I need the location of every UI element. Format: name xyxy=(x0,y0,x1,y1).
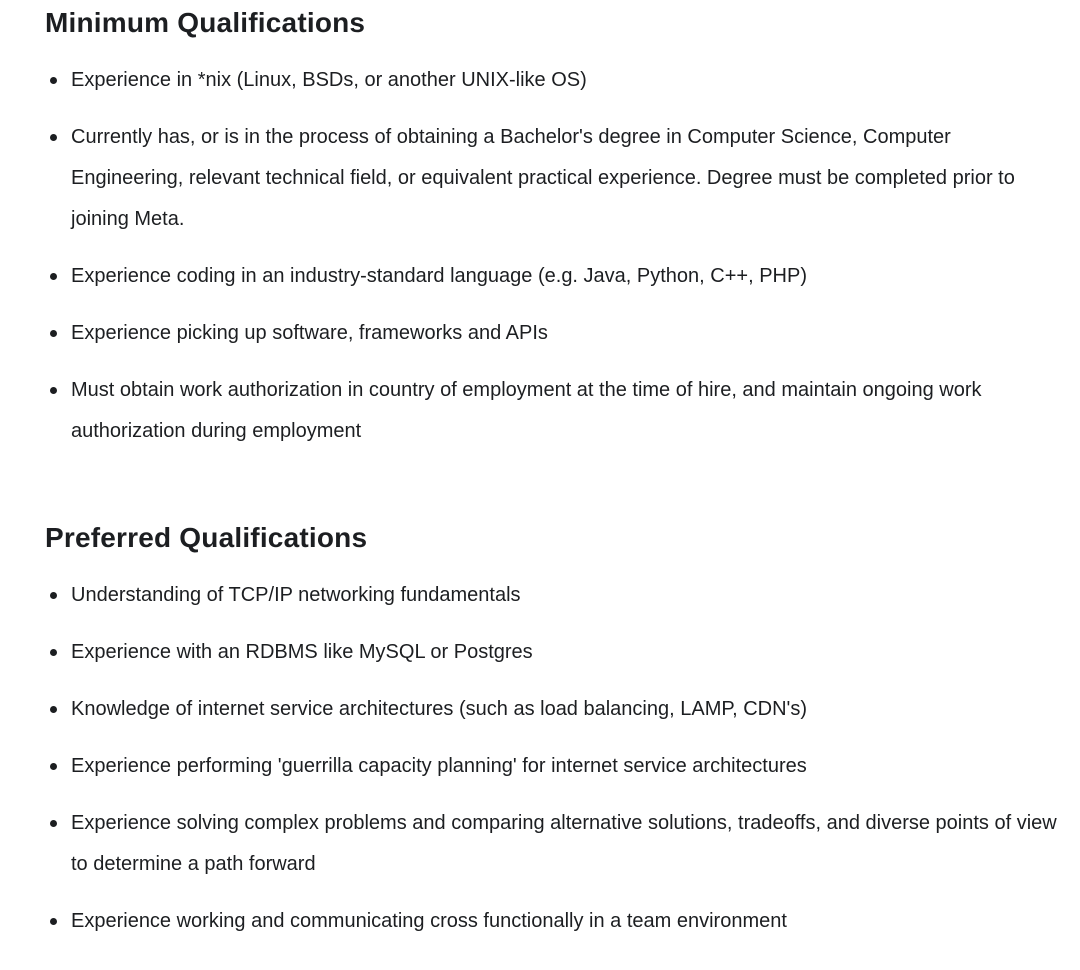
minimum-qualifications-heading: Minimum Qualifications xyxy=(45,7,366,38)
list-item xyxy=(45,575,1065,616)
bullet-icon xyxy=(50,592,57,599)
list-item xyxy=(45,746,1065,787)
list-item-text: Experience coding in an industry-standard language (e.g. Java, Python, C++, PHP) xyxy=(71,265,807,287)
list-item xyxy=(45,632,1065,673)
bullet-icon xyxy=(50,77,57,84)
list-item-text: Understanding of TCP/IP networking fundamentals xyxy=(71,584,521,606)
list-item-text: Experience solving complex problems and comparing alternative solutions, tradeoffs, and diverse points of view to determine a path forward xyxy=(71,812,1057,875)
preferred-qualifications-heading: Preferred Qualifications xyxy=(45,522,368,553)
list-item-text: Knowledge of internet service architectures (such as load balancing, LAMP, CDN's) xyxy=(71,698,808,720)
list-item-text: Must obtain work authorization in country of employment at the time of hire, and maintain ongoing work authorization during employment xyxy=(71,379,982,442)
list-item-text: Experience in *nix (Linux, BSDs, or another UNIX-like OS) xyxy=(71,69,587,91)
bullet-icon xyxy=(50,387,57,394)
bullet-icon xyxy=(50,820,57,827)
list-item xyxy=(45,901,1065,942)
bullet-icon xyxy=(50,134,57,141)
preferred-qualifications-section xyxy=(45,515,1065,958)
minimum-qualifications-list xyxy=(45,60,1065,452)
list-item-text: Experience with an RDBMS like MySQL or Postgres xyxy=(71,641,533,663)
minimum-qualifications-section xyxy=(45,0,1065,468)
list-item xyxy=(45,60,1065,101)
preferred-qualifications-list xyxy=(45,575,1065,942)
list-item xyxy=(45,370,1065,452)
bullet-icon xyxy=(50,273,57,280)
list-item xyxy=(45,256,1065,297)
list-item-text: Experience picking up software, frameworks and APIs xyxy=(71,322,548,344)
list-item-text: Experience performing 'guerrilla capacity planning' for internet service architectures xyxy=(71,755,807,777)
list-item-text: Currently has, or is in the process of obtaining a Bachelor's degree in Computer Science, Computer Engineering, relevant technical field, or equivalent practical experience. Degree must be completed prior to joining Meta. xyxy=(71,126,1015,230)
list-item-text: Experience working and communicating cross functionally in a team environment xyxy=(71,910,787,932)
list-item xyxy=(45,313,1065,354)
bullet-icon xyxy=(50,918,57,925)
bullet-icon xyxy=(50,706,57,713)
list-item xyxy=(45,803,1065,885)
bullet-icon xyxy=(50,330,57,337)
bullet-icon xyxy=(50,649,57,656)
bullet-icon xyxy=(50,763,57,770)
list-item xyxy=(45,117,1065,240)
list-item xyxy=(45,689,1065,730)
